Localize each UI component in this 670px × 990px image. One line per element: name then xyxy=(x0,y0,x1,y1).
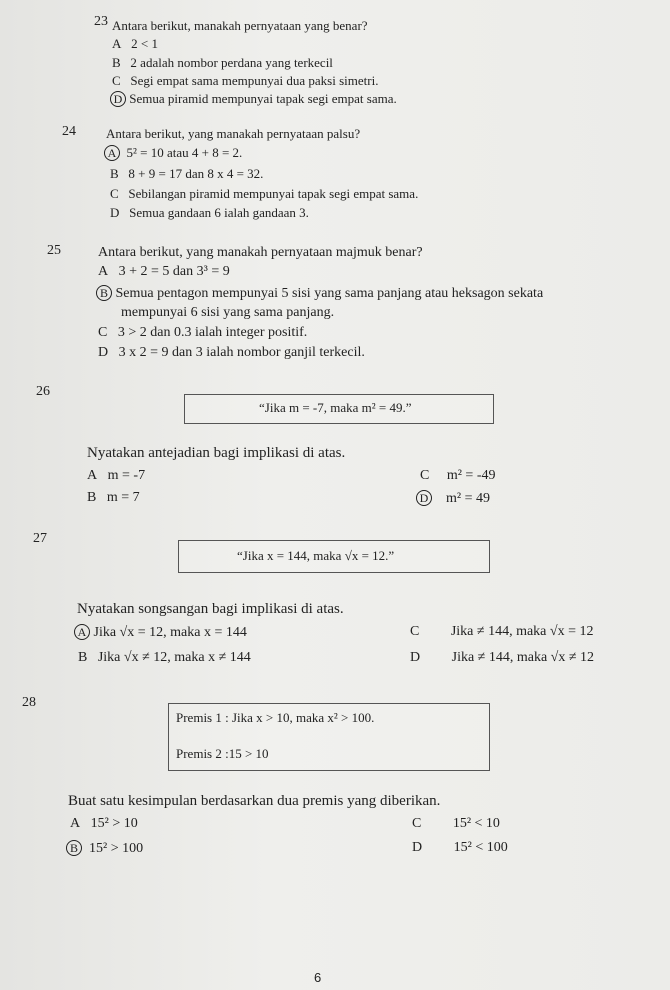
q23-number: 23 xyxy=(94,14,108,29)
q24-question: Antara berikut, yang manakah pernyataan palsu? xyxy=(106,126,361,141)
q25-number: 25 xyxy=(47,243,61,258)
q25-option-c[interactable]: C 3 > 2 dan 0.3 ialah integer positif. xyxy=(98,325,308,340)
answer-circle: D xyxy=(110,91,126,107)
q26-option-d[interactable]: D m² = 49 xyxy=(418,490,490,507)
q26-option-c[interactable]: C m² = -49 xyxy=(420,468,496,483)
q23-option-c[interactable]: C Segi empat sama mempunyai dua paksi simetri. xyxy=(112,73,379,88)
q25-question: Antara berikut, yang manakah pernyataan majmuk benar? xyxy=(98,245,423,260)
q24-option-d[interactable]: D Semua gandaan 6 ialah gandaan 3. xyxy=(110,205,309,220)
q27-question: Nyatakan songsangan bagi implikasi di atas. xyxy=(77,601,344,617)
q28-option-c[interactable]: C 15² < 10 xyxy=(412,816,500,831)
answer-circle: B xyxy=(96,285,112,301)
q26-number: 26 xyxy=(36,384,50,399)
q26-option-a[interactable]: A m = -7 xyxy=(87,468,146,483)
q28-option-d[interactable]: D 15² < 100 xyxy=(412,840,508,855)
answer-circle: D xyxy=(416,490,432,506)
q28-premis-1: Premis 1 : Jika x > 10, maka x² > 100. xyxy=(176,710,375,725)
q25-option-b-cont: mempunyai 6 sisi yang sama panjang. xyxy=(121,305,335,320)
q26-question: Nyatakan antejadian bagi implikasi di atas. xyxy=(87,445,346,461)
q23-question: Antara berikut, manakah pernyataan yang benar? xyxy=(112,18,368,33)
q28-option-b[interactable]: B 15² > 100 xyxy=(68,840,143,857)
q26-statement: “Jika m = -7, maka m² = 49.” xyxy=(259,400,412,415)
q27-option-a[interactable]: A Jika √x = 12, maka x = 144 xyxy=(76,624,247,641)
q24-option-b[interactable]: B 8 + 9 = 17 dan 8 x 4 = 32. xyxy=(110,166,264,181)
answer-circle: B xyxy=(66,840,82,856)
q23-option-a[interactable]: A 2 < 1 xyxy=(112,36,158,51)
q28-option-a[interactable]: A 15² > 10 xyxy=(70,816,138,831)
q25-option-b[interactable]: B Semua pentagon mempunyai 5 sisi yang sama panjang atau heksagon sekata xyxy=(98,285,543,302)
q24-option-a[interactable]: A 5² = 10 atau 4 + 8 = 2. xyxy=(106,145,242,161)
q27-number: 27 xyxy=(33,531,47,546)
page-number: 6 xyxy=(314,970,322,985)
q27-option-d[interactable]: D Jika ≠ 144, maka √x ≠ 12 xyxy=(410,650,595,665)
answer-circle: A xyxy=(74,624,90,640)
q24-number: 24 xyxy=(62,124,76,139)
answer-circle: A xyxy=(104,145,120,161)
q27-statement: “Jika x = 144, maka √x = 12.” xyxy=(237,548,395,563)
q28-premis-2: Premis 2 :15 > 10 xyxy=(176,746,269,761)
q28-question: Buat satu kesimpulan berdasarkan dua premis yang diberikan. xyxy=(68,793,441,809)
q27-option-c[interactable]: C Jika ≠ 144, maka √x = 12 xyxy=(410,624,594,639)
q26-option-b[interactable]: B m = 7 xyxy=(87,490,140,505)
q27-option-b[interactable]: B Jika √x ≠ 12, maka x ≠ 144 xyxy=(78,650,251,665)
q25-option-a[interactable]: A 3 + 2 = 5 dan 3³ = 9 xyxy=(98,264,230,279)
q28-number: 28 xyxy=(22,695,36,710)
q23-option-b[interactable]: B 2 adalah nombor perdana yang terkecil xyxy=(112,55,333,70)
q25-option-d[interactable]: D 3 x 2 = 9 dan 3 ialah nombor ganjil terkecil. xyxy=(98,345,365,360)
q23-option-d[interactable]: D Semua piramid mempunyai tapak segi empat sama. xyxy=(112,91,397,107)
q24-option-c[interactable]: C Sebilangan piramid mempunyai tapak segi empat sama. xyxy=(110,186,419,201)
